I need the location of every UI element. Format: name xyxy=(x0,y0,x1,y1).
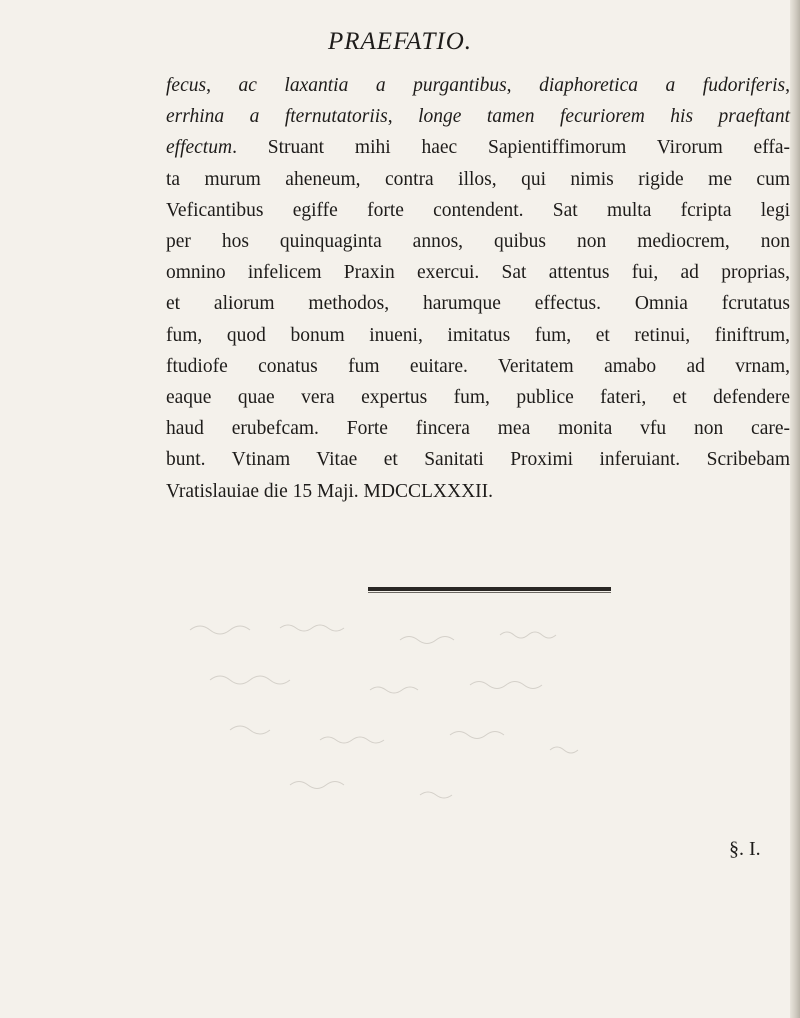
text-line xyxy=(166,413,790,444)
text-line xyxy=(166,195,790,226)
text-line xyxy=(166,226,790,257)
roman-text: , xyxy=(206,75,239,96)
italic-text: ac laxantia a purgantibus xyxy=(238,75,507,96)
text-line xyxy=(166,476,790,507)
text-line xyxy=(166,70,790,101)
text-line xyxy=(166,132,790,163)
italic-text: fecus xyxy=(166,75,207,96)
roman-text: eaque quae vera expertus fum, publice fateri, et defendere xyxy=(166,387,790,409)
roman-text: , xyxy=(506,75,540,96)
roman-text: fum, quod bonum inueni, imitatus fum, et retinui, finiftrum, xyxy=(166,324,790,346)
roman-text: ftudiofe conatus fum euitare. Veritatem amabo ad vrnam, xyxy=(166,355,790,377)
running-head: PRAEFATIO. xyxy=(327,28,472,55)
italic-text: diaphoretica a fudoriferis xyxy=(539,75,786,96)
roman-text: , xyxy=(785,75,791,96)
roman-text: Veficantibus egiffe forte contendent. Sat multa fcripta legi xyxy=(166,199,790,221)
italic-text: errhina a fternutatoriis xyxy=(166,106,388,128)
roman-text: . Struant mihi haec Sapientiffimorum Virorum effa- xyxy=(232,137,790,159)
body-text xyxy=(166,70,790,507)
text-line xyxy=(166,257,790,288)
roman-text: ta murum aheneum, contra illos, qui nimis rigide me cum xyxy=(166,168,790,190)
text-line xyxy=(166,164,790,195)
roman-text: Vratislauiae die 15 Maji. MDCCLXXXII. xyxy=(166,480,494,502)
catchword: §. I. xyxy=(729,838,761,860)
text-line xyxy=(166,382,790,413)
roman-text: haud erubefcam. Forte fincera mea monita vfu non care- xyxy=(166,418,790,440)
italic-text: effectum xyxy=(166,137,233,159)
roman-text: , xyxy=(387,106,419,128)
roman-text: et aliorum methodos, harumque effectus. Omnia fcrutatus xyxy=(166,293,790,315)
page-edge xyxy=(790,0,800,1018)
roman-text: bunt. Vtinam Vitae et Sanitati Proximi inferuiant. Scribebam xyxy=(166,449,790,471)
ornamental-rule-thin xyxy=(368,592,611,593)
text-line xyxy=(166,288,790,319)
roman-text: per hos quinquaginta annos, quibus non mediocrem, non xyxy=(166,231,790,253)
roman-text: omnino infelicem Praxin exercui. Sat attentus fui, ad proprias, xyxy=(166,262,790,284)
text-line xyxy=(166,101,790,132)
text-line xyxy=(166,320,790,351)
text-line xyxy=(166,351,790,382)
italic-text: longe tamen fecuriorem his praeftant xyxy=(418,106,791,128)
text-line xyxy=(166,444,790,475)
ornamental-rule xyxy=(368,587,611,591)
bleed-through-texture xyxy=(170,600,690,830)
